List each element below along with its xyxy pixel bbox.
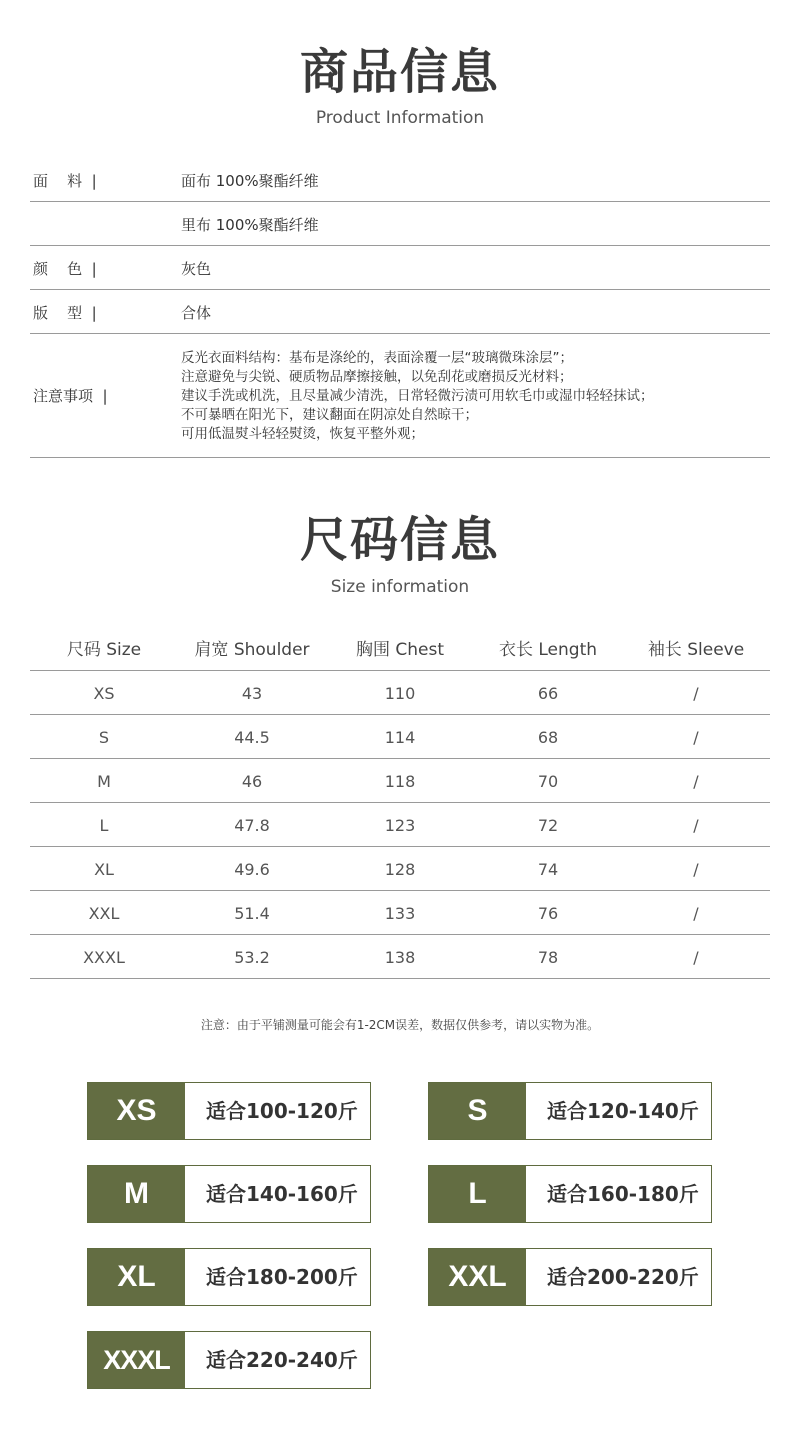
table-cell: 138 xyxy=(384,948,416,967)
table-cell: 49.6 xyxy=(234,860,270,879)
table-cell: XXXL xyxy=(83,948,125,967)
table-cell: 78 xyxy=(537,948,559,967)
weight-card-l xyxy=(428,1165,712,1223)
weight-range: 适合220-240斤 xyxy=(206,1348,358,1372)
info-value: 合体 xyxy=(181,304,212,322)
info-row-color xyxy=(30,246,770,290)
weight-card-xxxl xyxy=(87,1331,371,1389)
table-cell: XXL xyxy=(88,904,120,923)
table-row xyxy=(30,935,770,979)
table-cell: 76 xyxy=(537,904,559,923)
weight-range: 适合180-200斤 xyxy=(206,1265,358,1289)
table-cell: / xyxy=(693,860,699,879)
info-label: 面 料 | xyxy=(33,172,97,190)
table-cell: S xyxy=(98,728,110,747)
table-cell: L xyxy=(99,816,109,835)
table-cell: 72 xyxy=(537,816,559,835)
table-row xyxy=(30,803,770,847)
table-cell: 70 xyxy=(537,772,559,791)
weight-card-m xyxy=(87,1165,371,1223)
care-note-line: 反光衣面料结构：基布是涤纶的，表面涂覆一层“玻璃微珠涂层”； xyxy=(181,350,573,366)
info-label: 颜 色 | xyxy=(33,260,97,278)
care-note-line: 建议手洗或机洗，且尽量减少清洗，日常轻微污渍可用软毛巾或湿巾轻轻抹试； xyxy=(181,388,654,404)
care-notes xyxy=(181,349,654,444)
size-table-header xyxy=(30,628,770,671)
table-cell: 46 xyxy=(241,772,263,791)
column-header: 尺码 Size xyxy=(66,640,142,660)
measurement-note: 注意：由于平铺测量可能会有1-2CM误差，数据仅供参考，请以实物为准。 xyxy=(200,1018,600,1032)
table-cell: / xyxy=(693,904,699,923)
care-note-line: 注意避免与尖锐、硬质物品摩擦接触，以免刮花或磨损反光材料； xyxy=(181,369,573,385)
size-badge: XXXL xyxy=(88,1332,185,1388)
size-badge: XL xyxy=(88,1249,185,1305)
info-value: 面布 100%聚酯纤维 xyxy=(181,172,319,190)
table-cell: XL xyxy=(94,860,114,879)
table-cell: 68 xyxy=(537,728,559,747)
size-badge: L xyxy=(429,1166,526,1222)
table-cell: / xyxy=(693,816,699,835)
info-row-lining xyxy=(30,202,770,246)
table-cell: 47.8 xyxy=(234,816,270,835)
weight-card-s xyxy=(428,1082,712,1140)
table-cell: 118 xyxy=(384,772,416,791)
weight-card-xs xyxy=(87,1082,371,1140)
table-cell: / xyxy=(693,684,699,703)
column-header: 袖长 Sleeve xyxy=(647,640,745,660)
size-info-subtitle: Size information xyxy=(330,577,470,597)
info-label: 注意事项 | xyxy=(33,387,108,405)
table-cell: / xyxy=(693,728,699,747)
size-badge: S xyxy=(429,1083,526,1139)
table-cell: 74 xyxy=(537,860,559,879)
table-cell: 66 xyxy=(537,684,559,703)
table-cell: 53.2 xyxy=(234,948,270,967)
table-cell: 114 xyxy=(384,728,416,747)
table-cell: 51.4 xyxy=(234,904,270,923)
weight-range: 适合140-160斤 xyxy=(206,1182,358,1206)
table-row xyxy=(30,715,770,759)
info-label: 版 型 | xyxy=(33,304,97,322)
info-row-fit xyxy=(30,290,770,334)
table-cell: / xyxy=(693,772,699,791)
weight-card-xxl xyxy=(428,1248,712,1306)
column-header: 肩宽 Shoulder xyxy=(194,640,310,660)
info-row-fabric xyxy=(30,158,770,202)
table-cell: 128 xyxy=(384,860,416,879)
column-header: 衣长 Length xyxy=(498,640,598,660)
table-cell: XS xyxy=(93,684,115,703)
table-cell: 110 xyxy=(384,684,416,703)
table-row xyxy=(30,759,770,803)
table-cell: 43 xyxy=(241,684,263,703)
size-info-title: 尺码信息 xyxy=(299,512,500,568)
info-value: 灰色 xyxy=(181,260,212,278)
table-row xyxy=(30,891,770,935)
table-cell: M xyxy=(97,772,111,791)
table-row xyxy=(30,847,770,891)
product-info-subtitle: Product Information xyxy=(315,108,485,128)
table-cell: 133 xyxy=(384,904,416,923)
size-badge: XS xyxy=(88,1083,185,1139)
weight-range: 适合100-120斤 xyxy=(206,1099,358,1123)
weight-range: 适合200-220斤 xyxy=(547,1265,699,1289)
weight-range: 适合120-140斤 xyxy=(547,1099,699,1123)
info-value: 里布 100%聚酯纤维 xyxy=(181,216,319,234)
table-cell: / xyxy=(693,948,699,967)
weight-range: 适合160-180斤 xyxy=(547,1182,699,1206)
size-badge: XXL xyxy=(429,1249,526,1305)
care-note-line: 可用低温熨斗轻轻熨烫，恢复平整外观； xyxy=(181,426,424,442)
table-cell: 123 xyxy=(384,816,416,835)
info-row-care-notes xyxy=(30,334,770,458)
size-badge: M xyxy=(88,1166,185,1222)
care-note-line: 不可暴晒在阳光下，建议翻面在阴凉处自然晾干； xyxy=(181,407,478,423)
column-header: 胸围 Chest xyxy=(355,640,445,660)
weight-card-xl xyxy=(87,1248,371,1306)
table-cell: 44.5 xyxy=(234,728,270,747)
table-row xyxy=(30,671,770,715)
product-info-title: 商品信息 xyxy=(299,44,500,100)
